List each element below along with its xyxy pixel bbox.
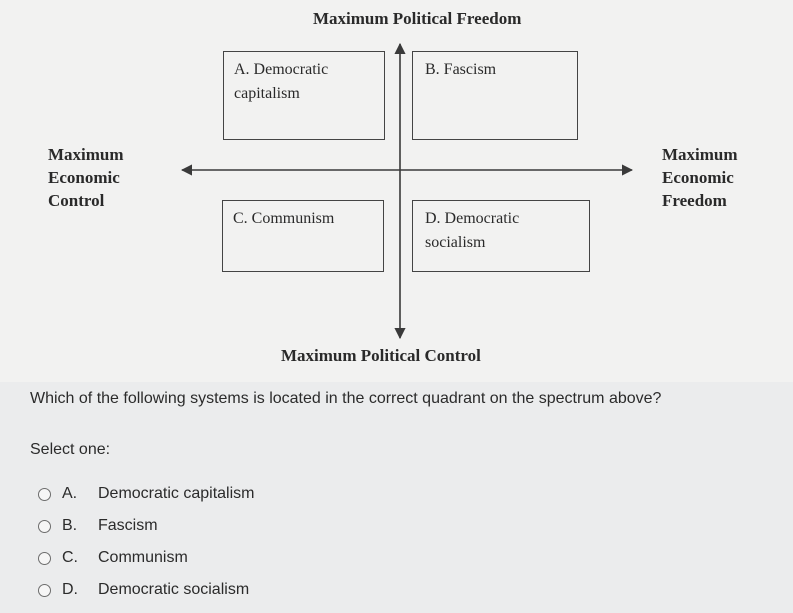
quadrant-d-line: socialism	[425, 234, 486, 251]
quadrant-c-box	[222, 200, 384, 272]
option-text: Democratic capitalism	[98, 485, 255, 502]
left-axis-label-line: Maximum	[48, 145, 124, 164]
option-d[interactable]	[38, 574, 254, 606]
option-letter: D.	[62, 581, 78, 598]
right-axis-label-line: Freedom	[662, 191, 727, 210]
right-axis-label-line: Maximum	[662, 145, 738, 164]
option-c[interactable]	[38, 542, 254, 574]
top-axis-label: Maximum Political Freedom	[313, 9, 522, 28]
option-text: Communism	[98, 549, 188, 566]
quadrant-d-box	[412, 200, 590, 272]
right-axis-label-line: Economic	[662, 168, 734, 187]
option-a[interactable]	[38, 478, 254, 510]
option-text: Fascism	[98, 517, 158, 534]
quadrant-b-box	[412, 51, 578, 140]
select-one-label: Select one:	[30, 441, 111, 458]
radio-button[interactable]	[38, 520, 51, 533]
quadrant-a-box	[223, 51, 385, 140]
quadrant-b-line: B. Fascism	[425, 61, 497, 78]
question-text: Which of the following systems is located in the correct quadrant on the spectrum above?	[30, 390, 662, 407]
quadrant-a-line: capitalism	[234, 85, 300, 102]
radio-button[interactable]	[38, 488, 51, 501]
right-axis-label	[662, 143, 738, 212]
option-letter: B.	[62, 517, 78, 534]
answer-options	[38, 478, 254, 606]
radio-button[interactable]	[38, 584, 51, 597]
bottom-axis-label: Maximum Political Control	[281, 346, 481, 365]
option-text: Democratic socialism	[98, 581, 250, 598]
option-letter: A.	[62, 485, 78, 502]
option-letter: C.	[62, 549, 78, 566]
quadrant-a-line: A. Democratic	[234, 61, 329, 78]
option-b[interactable]	[38, 510, 254, 542]
quadrant-c-line: C. Communism	[233, 210, 335, 227]
left-axis-label-line: Economic	[48, 168, 120, 187]
left-axis-label	[48, 143, 124, 212]
quadrant-d-line: D. Democratic	[425, 210, 520, 227]
left-axis-label-line: Control	[48, 191, 105, 210]
radio-button[interactable]	[38, 552, 51, 565]
